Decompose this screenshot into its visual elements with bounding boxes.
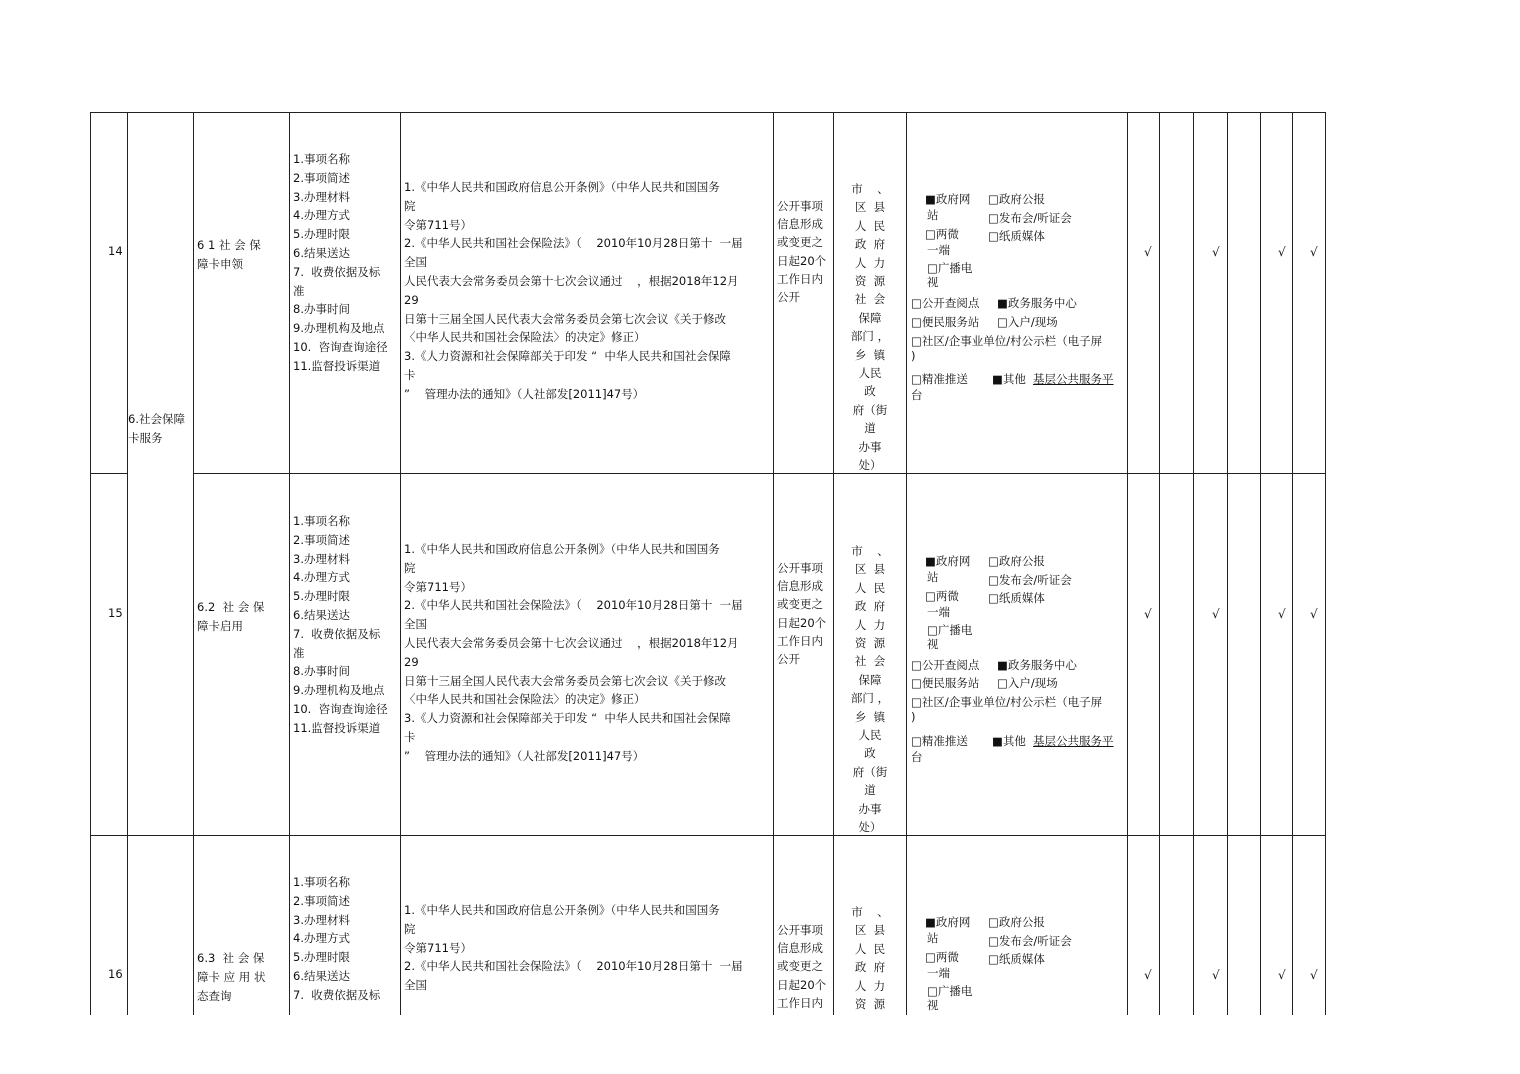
channel-tv: □广播电 [927,623,973,637]
channel-gov-site: ■政府网 [925,554,971,568]
channel-push: □精准推送 [911,372,968,386]
channel-paper: □纸质媒体 [988,591,1045,605]
channel-gazette: □政府公报 [988,554,1045,568]
channel-push: □精准推送 [911,734,968,748]
row-divider [193,473,1325,474]
item-name: 6.3 社 会 保 障卡 应 用 状 态查询 [197,951,266,1003]
channel-door: □入户/现场 [997,676,1058,690]
channel-gazette: □政府公报 [988,192,1045,206]
item-name: 6 1 社 会 保 障卡申领 [197,238,261,271]
row-divider [90,473,127,474]
channel-other-value: 基层公共服务平 [1033,734,1114,748]
disclosure-contents: 1.事项名称 2.事项简述 3.办理材料 4.办理方式 5.办理时限 6.结果送达 7. 收费依据及标 准 8.办事时间 9.办理机构及地点 10. 咨询查询途径 11.监督投诉渠道 [293,514,388,735]
channel-tv: □广播电 [927,984,973,998]
column-divider [289,112,290,1015]
channel-station: □便民服务站 [911,676,980,690]
channel-press: □发布会/听证会 [988,211,1072,225]
channel-board: □社区/企事业单位/村公示栏（电子屏 [911,695,1103,709]
channel-paper: □纸质媒体 [988,952,1045,966]
channel-board-cont: ) [911,349,916,363]
channel-two-micro-cont: 一端 [927,966,950,980]
column-divider [1292,112,1293,1015]
column-divider [1325,112,1326,1015]
channel-other: ■其他 [992,734,1026,748]
channel-gov-site-cont: 站 [927,931,939,945]
row-number: 15 [108,606,123,620]
column-divider [1227,112,1228,1015]
channel-gazette: □政府公报 [988,915,1045,929]
column-divider [400,112,401,1015]
column-divider [1127,112,1128,1015]
check-mark: √ [1212,245,1220,259]
channel-other-value: 基层公共服务平 [1033,372,1114,386]
page-bottom-margin [0,1015,1520,1074]
disclosure-time: 公开事项 信息形成 或变更之 日起20个 工作日内 公开 [777,199,827,305]
channel-other-value-cont: 台 [911,388,923,402]
check-mark: √ [1278,245,1286,259]
channel-paper: □纸质媒体 [988,229,1045,243]
channel-press: □发布会/听证会 [988,934,1072,948]
channel-query-point: □公开查阅点 [911,658,980,672]
column-divider [773,112,774,1015]
legal-basis: 1.《中华人民共和国政府信息公开条例》（中华人民共和国国务 院 令第711号） 2.《中华人民共和国社会保险法》（ 2010年10月28日第十 一届 全国 人民代表大会常务委员会第十七次会议通过 ，根据2018年12月 29 日第十三届全国人民代表大会常务委员会第七次会议《关于修改 〈中华人民共和国社会保险法〉的决定》修正） 3.《人力资源和社会保障部关于印发 “ 中华人民共和国社会保障 卡 ” 管理办法的通知》（人社部发[2011]47号） [404,180,743,401]
disclosure-time: 公开事项 信息形成 或变更之 日起20个 工作日内 公开 [777,561,827,667]
check-mark: √ [1144,245,1152,259]
channel-gov-site: ■政府网 [925,192,971,206]
legal-basis: 1.《中华人民共和国政府信息公开条例》（中华人民共和国国务 院 令第711号） 2.《中华人民共和国社会保险法》（ 2010年10月28日第十 一届 全国 人民代表大会常务委员会第十七次会议通过 ，根据2018年12月 29 日第十三届全国人民代表大会常务委员会第七次会议《关于修改 〈中华人民共和国社会保险法〉的决定》修正） 3.《人力资源和社会保障部关于印发 “ 中华人民共和国社会保障 卡 ” 管理办法的通知》（人社部发[2011]47号） [404,542,743,763]
channel-two-micro-cont: 一端 [927,605,950,619]
column-divider [906,112,907,1015]
responsible-department: 市 、 区 县 人 民 政 府 人 力 资 源 社 会 保障 部门 ， 乡 镇 人民 政 府（街 道 办事 处） [850,182,890,473]
column-divider [1260,112,1261,1015]
channel-gov-site-cont: 站 [927,208,939,222]
column-divider [193,112,194,1015]
channel-two-micro: □两微 [925,589,959,603]
item-name: 6.2 社 会 保 障卡启用 [197,600,265,633]
responsible-department: 市 、 区 县 人 民 政 府 人 力 资 源 [851,905,889,1012]
channel-tv-cont: 视 [927,275,939,289]
check-mark: √ [1310,607,1318,621]
channel-two-micro: □两微 [925,950,959,964]
channel-other-value-cont: 台 [911,750,923,764]
channel-board: □社区/企事业单位/村公示栏（电子屏 [911,334,1103,348]
row-divider [90,835,1325,836]
channel-gov-site: ■政府网 [925,915,971,929]
check-mark: √ [1144,607,1152,621]
check-mark: √ [1278,607,1286,621]
column-divider [90,112,91,1015]
channel-gov-site-cont: 站 [927,570,939,584]
channel-service-center: ■政务服务中心 [997,658,1077,672]
channel-two-micro-cont: 一端 [927,243,950,257]
disclosure-contents: 1.事项名称 2.事项简述 3.办理材料 4.办理方式 5.办理时限 6.结果送达 7. 收费依据及标 准 8.办事时间 9.办理机构及地点 10. 咨询查询途径 11.监督投诉渠道 [293,152,388,373]
row-number: 16 [108,967,123,981]
disclosure-contents: 1.事项名称 2.事项简述 3.办理材料 4.办理方式 5.办理时限 6.结果送达 7. 收费依据及标 [293,875,381,1002]
check-mark: √ [1212,607,1220,621]
channel-door: □入户/现场 [997,315,1058,329]
column-divider [127,112,128,1015]
channel-query-point: □公开查阅点 [911,296,980,310]
channel-station: □便民服务站 [911,315,980,329]
check-mark: √ [1310,968,1318,982]
channel-service-center: ■政务服务中心 [997,296,1077,310]
column-divider [1193,112,1194,1015]
channel-tv-cont: 视 [927,637,939,651]
channel-other: ■其他 [992,372,1026,386]
channel-tv-cont: 视 [927,998,939,1012]
check-mark: √ [1278,968,1286,982]
channel-two-micro: □两微 [925,227,959,241]
check-mark: √ [1212,968,1220,982]
check-mark: √ [1144,968,1152,982]
check-mark: √ [1310,245,1318,259]
group-name: 6.社会保障 卡服务 [128,412,185,445]
channel-press: □发布会/听证会 [988,573,1072,587]
legal-basis: 1.《中华人民共和国政府信息公开条例》（中华人民共和国国务 院 令第711号） 2.《中华人民共和国社会保险法》（ 2010年10月28日第十 一届 全国 [404,903,743,993]
column-divider [833,112,834,1015]
row-number: 14 [108,244,123,258]
disclosure-time: 公开事项 信息形成 或变更之 日起20个 工作日内 [777,923,827,1010]
responsible-department: 市 、 区 县 人 民 政 府 人 力 资 源 社 会 保障 部门 ， 乡 镇 人民 政 府（街 道 办事 处） [850,544,890,835]
channel-tv: □广播电 [927,261,973,275]
table-top-border [90,112,1325,113]
channel-board-cont: ) [911,710,916,724]
column-divider [1159,112,1160,1015]
